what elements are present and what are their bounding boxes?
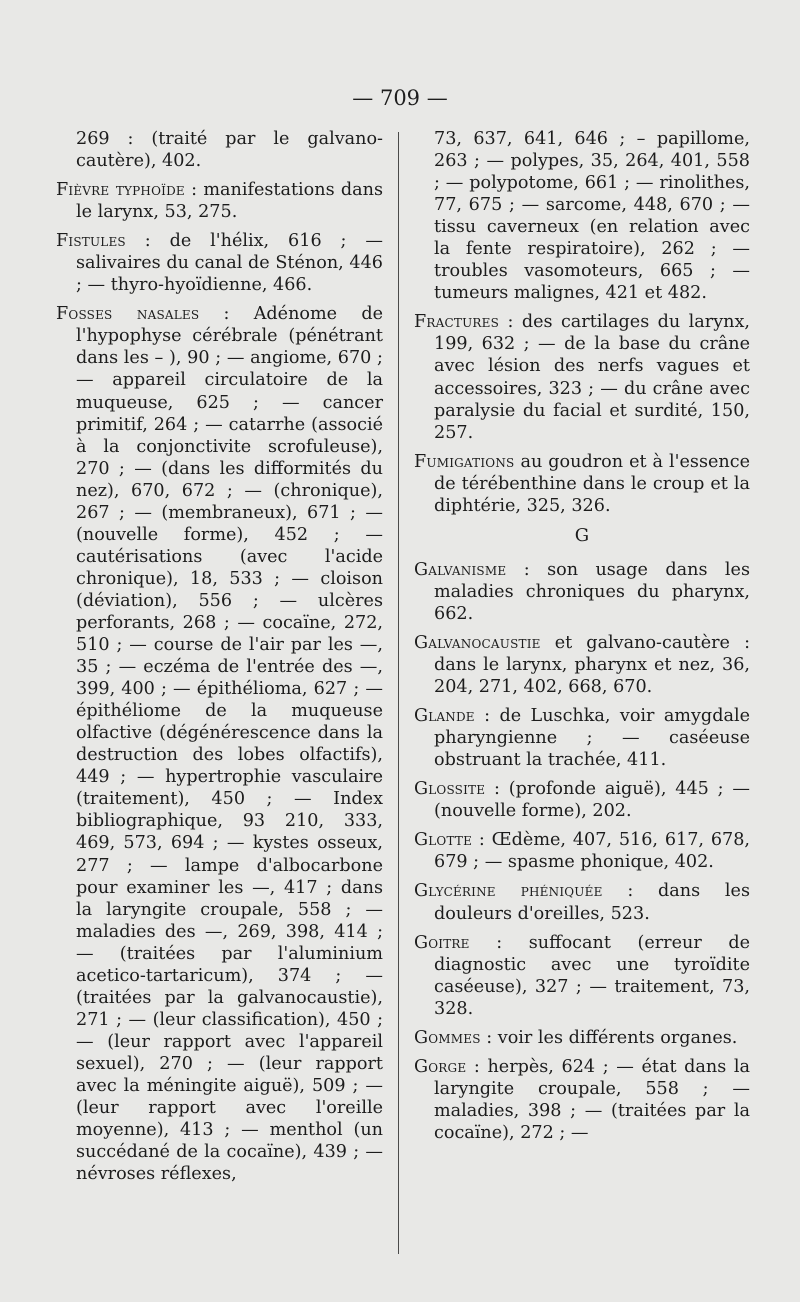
entry-text: au goudron et à l'essence de térébenthine dans le croup et la diphtérie, 325, 326.	[434, 451, 750, 516]
entry-heading: Gommes	[414, 1027, 481, 1048]
entry-text: : (profonde aiguë), 445 ; — (nouvelle forme), 202.	[434, 779, 750, 822]
index-entry	[414, 880, 750, 924]
index-entry	[414, 778, 750, 822]
index-entry	[414, 932, 750, 1020]
right-column	[414, 128, 750, 1151]
entry-text: : de Luschka, voir amygdale pharyngienne ; — caséeuse obstruant la trachée, 411.	[434, 706, 750, 771]
entry-text: : voir les différents organes.	[480, 1027, 738, 1048]
entry-text: : Adénome de l'hypophyse cérébrale (pénétrant dans les – ), 90 ; — angiome, 670 ; — appareil circulatoire de la muqueuse, 625 ; — cancer primitif, 264 ; — catarrhe (associé à la conjonctivite scrofuleuse), 270 ; — (dans les difformités du nez), 670, 672 ; — (chronique), 267 ; — (membraneux), 671 ; — (nouvelle forme), 452 ; — cautérisations (avec l'acide chronique), 18, 533 ; — cloison (déviation), 556 ; — ulcères perforants, 268 ; — cocaïne, 272, 510 ; — course de l'air par les —, 35 ; — eczéma de l'entrée des —, 399, 400 ; — épithélioma, 627 ; — épithéliome de la muqueuse olfactive (dégénérescence dans la destruction des lobes olfactifs), 449 ; — hypertrophie vasculaire (traitement), 450 ; — Index bibliographique, 93 210, 333, 469, 573, 694 ; — kystes osseux, 277 ; — lampe d'albocarbone pour examiner les —, 417 ; dans la laryngite croupale, 558 ; — maladies des —, 269, 398, 414 ; — (traitées par l'aluminium acetico-tartaricum), 374 ; — (traitées par la galvanocaustie), 271 ; — (leur classification), 450 ; — (leur rapport avec l'appareil sexuel), 270 ; — (leur rapport avec la méningite aiguë), 509 ; — (leur rapport avec l'oreille moyenne), 413 ; — menthol (un succédané de la cocaïne), 439 ; — névroses réflexes,	[76, 304, 383, 1185]
entry-heading: Glycérine phéniquée	[414, 881, 603, 902]
entry-heading: Fistules	[56, 231, 126, 252]
entry-text: 73, 637, 641, 646 ; – papillome, 263 ; — polypes, 35, 264, 401, 558 ; — polypotome, 661 ; — rinolithes, 77, 675 ; — sarcome, 448, 670 ; — tissu caverneux (en relation avec la fente respiratoire), 262 ; — troubles vasomoteurs, 665 ; — tumeurs malignes, 421 et 482.	[434, 129, 750, 304]
section-letter: G	[574, 524, 590, 546]
index-entry	[414, 451, 750, 517]
entry-heading: Glotte	[414, 830, 473, 851]
index-entry	[414, 1027, 750, 1049]
entry-text: : manifestations dans le larynx, 53, 275.	[76, 180, 384, 223]
index-entry	[414, 128, 750, 304]
entry-text: 269 : (traité par le galvano-cautère), 402.	[76, 129, 383, 172]
index-entry	[414, 829, 750, 873]
left-column	[56, 128, 383, 1192]
entry-heading: Glossite	[414, 779, 486, 800]
entry-heading: Goitre	[414, 932, 470, 953]
index-entry	[414, 1056, 750, 1144]
column-divider	[398, 132, 399, 1254]
entry-heading: Fièvre typhoïde	[56, 180, 185, 201]
entry-text: : Œdème, 407, 516, 617, 678, 679 ; — spasme phonique, 402.	[434, 830, 750, 873]
entry-heading: Glande	[414, 706, 475, 727]
page-number: — 709 —	[352, 86, 448, 110]
index-entry	[414, 311, 750, 443]
entry-heading: Fosses nasales	[56, 304, 200, 325]
index-entry	[56, 128, 383, 172]
entry-heading: Fractures	[414, 312, 500, 333]
entry-text: : son usage dans les maladies chroniques du pharynx, 662.	[434, 559, 750, 624]
index-entry	[414, 705, 750, 771]
entry-text: : herpès, 624 ; — état dans la laryngite croupale, 558 ; — maladies, 398 ; — (traitées par la cocaïne), 272 ; —	[434, 1056, 750, 1143]
index-entry	[56, 303, 383, 1185]
index-entry	[414, 632, 750, 698]
index-entry	[56, 179, 383, 223]
entry-heading: Galvanocaustie	[414, 632, 541, 653]
index-entry	[414, 559, 750, 625]
entry-heading: Gorge	[414, 1056, 467, 1077]
entry-heading: Galvanisme	[414, 559, 507, 580]
entry-text: : dans les douleurs d'oreilles, 523.	[434, 881, 750, 924]
index-entry	[56, 230, 383, 296]
entry-text: et galvano-cautère : dans le larynx, pharynx et nez, 36, 204, 271, 402, 668, 670.	[434, 632, 750, 698]
entry-text: : suffocant (erreur de diagnostic avec une tyroïdite caséeuse), 327 ; — traitement, 73, 328.	[434, 932, 750, 1019]
entry-heading: Fumigations	[414, 451, 515, 472]
entry-text: : de l'hélix, 616 ; — salivaires du canal de Sténon, 446 ; — thyro-hyoïdienne, 466.	[76, 231, 383, 296]
entry-text: : des cartilages du larynx, 199, 632 ; — de la base du crâne avec lésion des nerfs vagues et accessoires, 323 ; — du crâne avec paralysie du facial et surdité, 150, 257.	[434, 312, 750, 443]
